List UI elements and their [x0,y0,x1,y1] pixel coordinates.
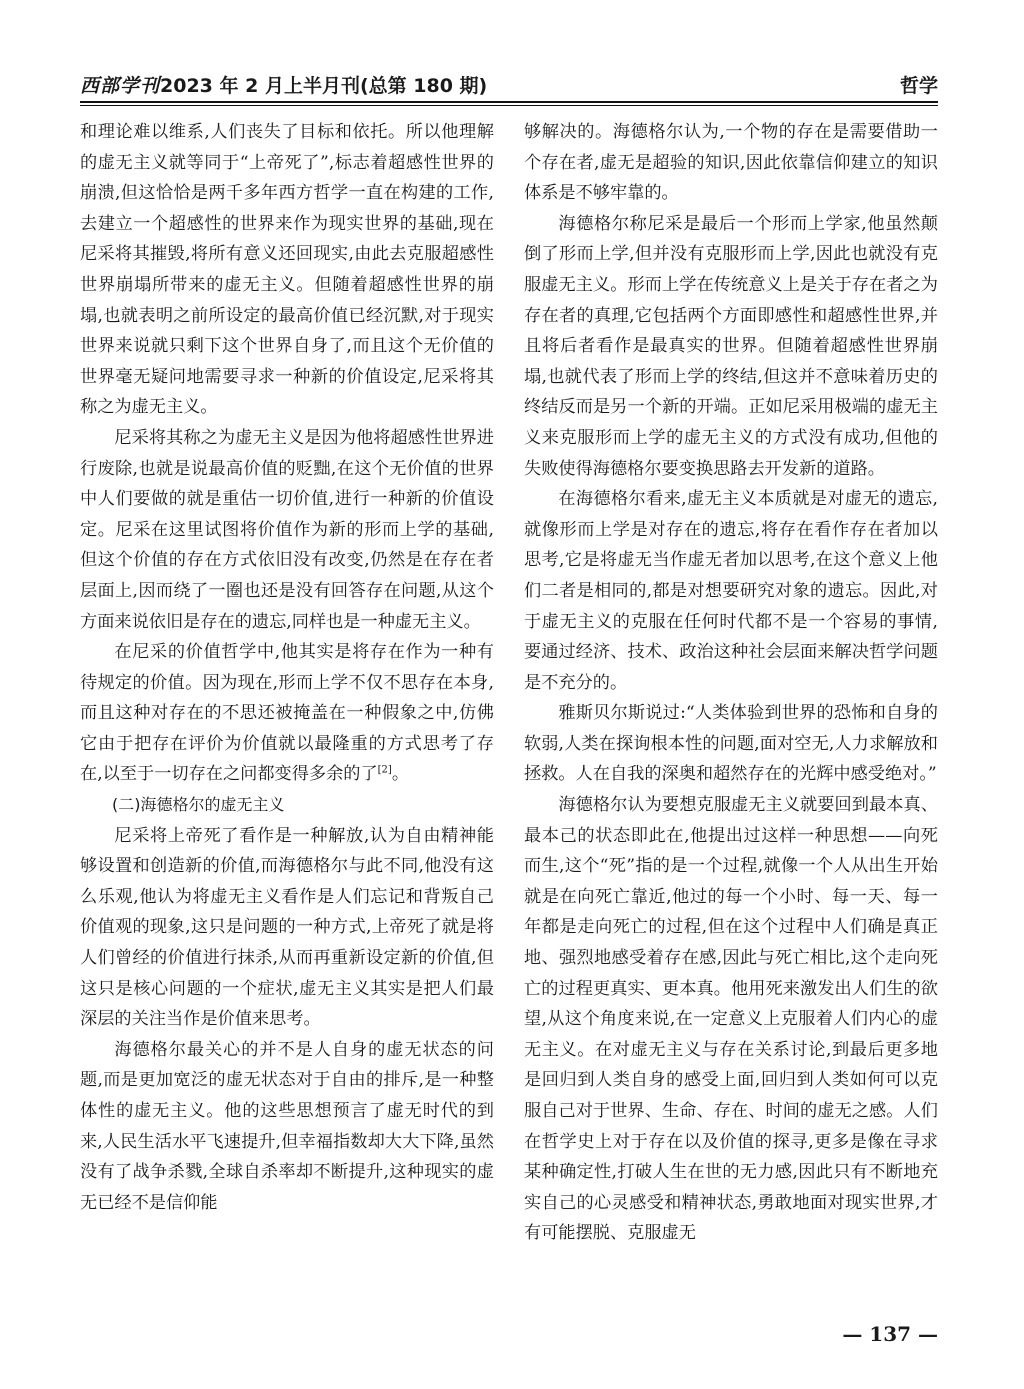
left-column [80,117,494,1317]
paragraph-text: 在尼采的价值哲学中,他其实是将存在作为一种有待规定的价值。因为现在,形而上学不仅不思存在本身,而且这种对存在的不思还被掩盖在一种假象之中,仿佛它由于把存在评价为价值就以最隆重的方式思考了存在,以至于一切存在之问都变得多余的了 [80,642,494,785]
running-header [80,72,938,100]
paragraph-end: 。 [391,764,410,785]
journal-logo: 西部学刊 [80,75,161,97]
paragraph-with-citation [80,637,494,790]
paragraph: 尼采将上帝死了看作是一种解放,认为自由精神能够设置和创造新的价值,而海德格尔与此不同,他没有这么乐观,他认为将虚无主义看作是人们忘记和背叛自己价值观的现象,这只是问题的一种方式,上帝死了就是将人们曾经的价值进行抹杀,从而再重新设定新的价值,但这只是核心问题的一个症状,虚无主义其实是把人们最深层的关注当作是价值来思考。 [80,825,494,1030]
journal-issue-line [80,72,487,100]
paragraph: 尼采将其称之为虚无主义是因为他将超感性世界进行废除,也就是说最高价值的贬黜,在这个无价值的世界中人们要做的就是重估一切价值,进行一种新的价值设定。尼采在这里试图将价值作为新的形而上学的基础,但这个价值的存在方式依旧没有改变,仍然是在存在者层面上,因而绕了一圈也还是没有回答存在问题,从这个方面来说依旧是存在的遗忘,同样也是一种虚无主义。 [80,427,494,632]
right-column [524,117,938,1317]
section-heading: (二)海德格尔的虚无主义 [112,795,285,815]
paragraph: 和理论难以维系,人们丧失了目标和依托。所以他理解的虚无主义就等同于“上帝死了”,标志着超感性世界的崩溃,但这恰恰是两千多年西方哲学一直在构建的工作,去建立一个超感性的世界来作为现实世界的基础,现在尼采将其摧毁,将所有意义还回现实,由此去克服超感性世界崩塌所带来的虚无主义。但随着超感性世界的崩塌,也就表明之前所设定的最高价值已经沉默,对于现实世界来说就只剩下这个世界自身了,而且这个无价值的世界毫无疑问地需要寻求一种新的价值设定,尼采将其称之为虚无主义。 [80,122,494,418]
paragraph: 海德格尔最关心的并不是人自身的虚无状态的问题,而是更加宽泛的虚无状态对于自由的排斥,是一种整体性的虚无主义。他的这些思想预言了虚无时代的到来,人民生活水平飞速提升,但幸福指数却大大下降,虽然没有了战争杀戮,全球自杀率却不断提升,这种现实的虚无已经不是信仰能 [80,1039,494,1213]
paragraph: 雅斯贝尔斯说过:“人类体验到世界的恐怖和自身的软弱,人类在探询根本性的问题,面对空无,人力求解放和拯救。人在自我的深奥和超然存在的光辉中感受绝对。” [524,703,938,785]
header-rule-thick [80,101,938,103]
header-rule-thin [80,105,938,106]
citation-ref: [2] [377,764,392,776]
paragraph: 海德格尔认为要想克服虚无主义就要回到最本真、最本己的状态即此在,他提出过这样一种思想——向死而生,这个“死”指的是一个过程,就像一个人从出生开始就是在向死亡靠近,他过的每一个小时、每一天、每一年都是走向死亡的过程,但在这个过程中人们确是真正地、强烈地感受着存在感,因此与死亡相比,这个走向死亡的过程更真实、更本真。他用死来激发出人们生的欲望,从这个角度来说,在一定意义上克服着人们内心的虚无主义。在对虚无主义与存在关系讨论,到最后更多地是回归到人类自身的感受上面,回归到人类如何可以克服自己对于世界、生命、存在、时间的虚无之感。人们在哲学史上对于存在以及价值的探寻,更多是像在寻求某种确定性,打破人生在世的无力感,因此只有不断地充实自己的心灵感受和精神状态,勇敢地面对现实世界,才有可能摆脱、克服虚无 [524,795,938,1244]
issue-info: 2023 年 2 月上半月刊(总第 180 期) [160,75,488,97]
paragraph: 在海德格尔看来,虚无主义本质就是对虚无的遗忘,就像形而上学是对存在的遗忘,将存在看作存在者加以思考,它是将虚无当作虚无者加以思考,在这个意义上他们二者是相同的,都是对想要研究对象的遗忘。因此,对于虚无主义的克服在任何时代都不是一个容易的事情,要通过经济、技术、政治这种社会层面来解决哲学问题是不充分的。 [524,489,938,693]
paragraph: 海德格尔称尼采是最后一个形而上学家,他虽然颠倒了形而上学,但并没有克服形而上学,因此也就没有克服虚无主义。形而上学在传统意义上是关于存在者之为存在者的真理,它包括两个方面即感性和超感性世界,并且将后者看作是最真实的世界。但随着超感性世界崩塌,也就代表了形而上学的终结,但这并不意味着历史的终结反而是另一个新的开端。正如尼采用极端的虚无主义来克服形而上学的虚无主义的方式没有成功,但他的失败使得海德格尔要变换思路去开发新的道路。 [524,213,938,479]
paragraph: 够解决的。海德格尔认为,一个物的存在是需要借助一个存在者,虚无是超验的知识,因此依靠信仰建立的知识体系是不够牢靠的。 [524,122,938,204]
section-label: 哲学 [899,75,938,97]
page-number: — 137 — [842,1322,938,1346]
